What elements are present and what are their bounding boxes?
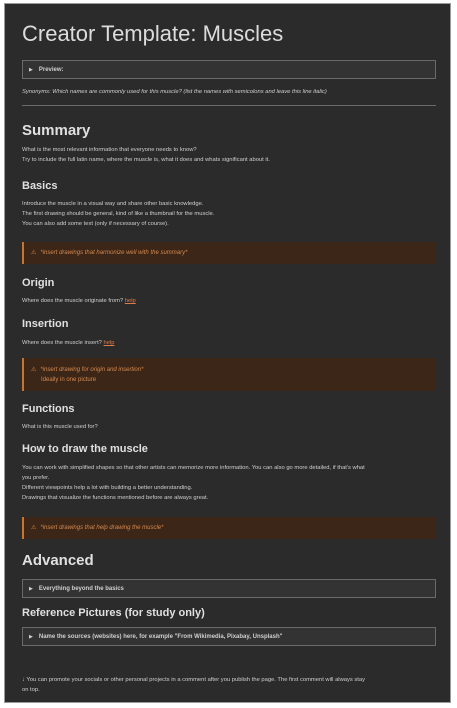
footer-text-2: on top. [22,687,40,693]
how-to-draw-text-2: you prefer. [22,475,50,481]
insertion-text [22,338,115,348]
insertion-help-link[interactable]: help [103,340,115,346]
synonyms-note: Synonyms: Which names are commonly used for this muscle? (list the names with semicolons and leave this line italic) [22,89,327,95]
summary-heading: Summary [22,122,91,139]
how-to-draw-text-4: Drawings that visualize the functions mentioned before are always great. [22,495,209,501]
origin-heading: Origin [22,277,55,289]
insertion-callout-text-1: *insert drawing for origin and insertion* [40,367,144,373]
collapse-triangle-icon: ▶ [29,66,33,73]
functions-heading: Functions [22,403,75,415]
how-to-draw-heading: How to draw the muscle [22,443,148,455]
advanced-collapsible[interactable] [22,579,436,598]
how-to-draw-text-3: Different viewpoints help a lot with building a better understanding. [22,485,193,491]
warning-icon: ⚠ [31,525,37,531]
basics-callout-text: *insert drawings that harmonize well with the summary* [40,250,188,256]
origin-help-link[interactable]: help [124,298,136,304]
reference-collapse-label: Name the sources (websites) here, for example "From Wikimedia, Pixabay, Unsplash" [38,633,283,640]
basics-heading: Basics [22,180,58,192]
insertion-question: Where does the muscle insert? [22,340,102,346]
collapse-triangle-icon: ▶ [29,633,33,640]
basics-text-3: You can also add some text (only if necessary of course). [22,221,169,227]
how-to-draw-text-1: You can work with simplified shapes so that other artists can memorize more information. You can also go more detailed, if that's what [22,465,365,471]
summary-text-1: What is the most relevant information that everyone needs to know? [22,147,197,153]
summary-text-2: Try to include the full latin name, where the muscle is, what it does and whats significant about it. [22,157,270,163]
origin-question: Where does the muscle originate from? [22,298,124,304]
divider [22,105,436,106]
warning-icon: ⚠ [31,250,37,256]
basics-text-2: The first drawing should be general, kind of like a thumbnail for the muscle. [22,211,215,217]
preview-collapsible[interactable] [22,60,436,79]
advanced-heading: Advanced [22,552,94,569]
origin-text [22,296,136,306]
footer-text-1: ↓ You can promote your socials or other personal projects in a comment after you publish the page. The first comment will always stay [22,677,366,683]
preview-label: Preview: [38,66,64,73]
how-to-draw-callout-text: *insert drawings that help drawing the muscle* [40,525,164,531]
how-to-draw-callout [22,517,436,539]
page-frame [4,3,451,703]
page-title: Creator Template: Muscles [22,21,284,46]
insertion-callout [22,358,436,391]
reference-collapsible[interactable] [22,627,436,646]
warning-icon: ⚠ [31,367,37,373]
functions-text: What is this muscle used for? [22,424,98,430]
advanced-collapse-label: Everything beyond the basics [38,585,124,592]
reference-heading: Reference Pictures (for study only) [22,607,205,619]
insertion-callout-text-2: Ideally in one picture [41,377,97,383]
basics-text-1: Introduce the muscle in a visual way and share other basic knowledge. [22,201,204,207]
basics-callout [22,242,436,264]
collapse-triangle-icon: ▶ [29,585,33,592]
insertion-heading: Insertion [22,318,69,330]
